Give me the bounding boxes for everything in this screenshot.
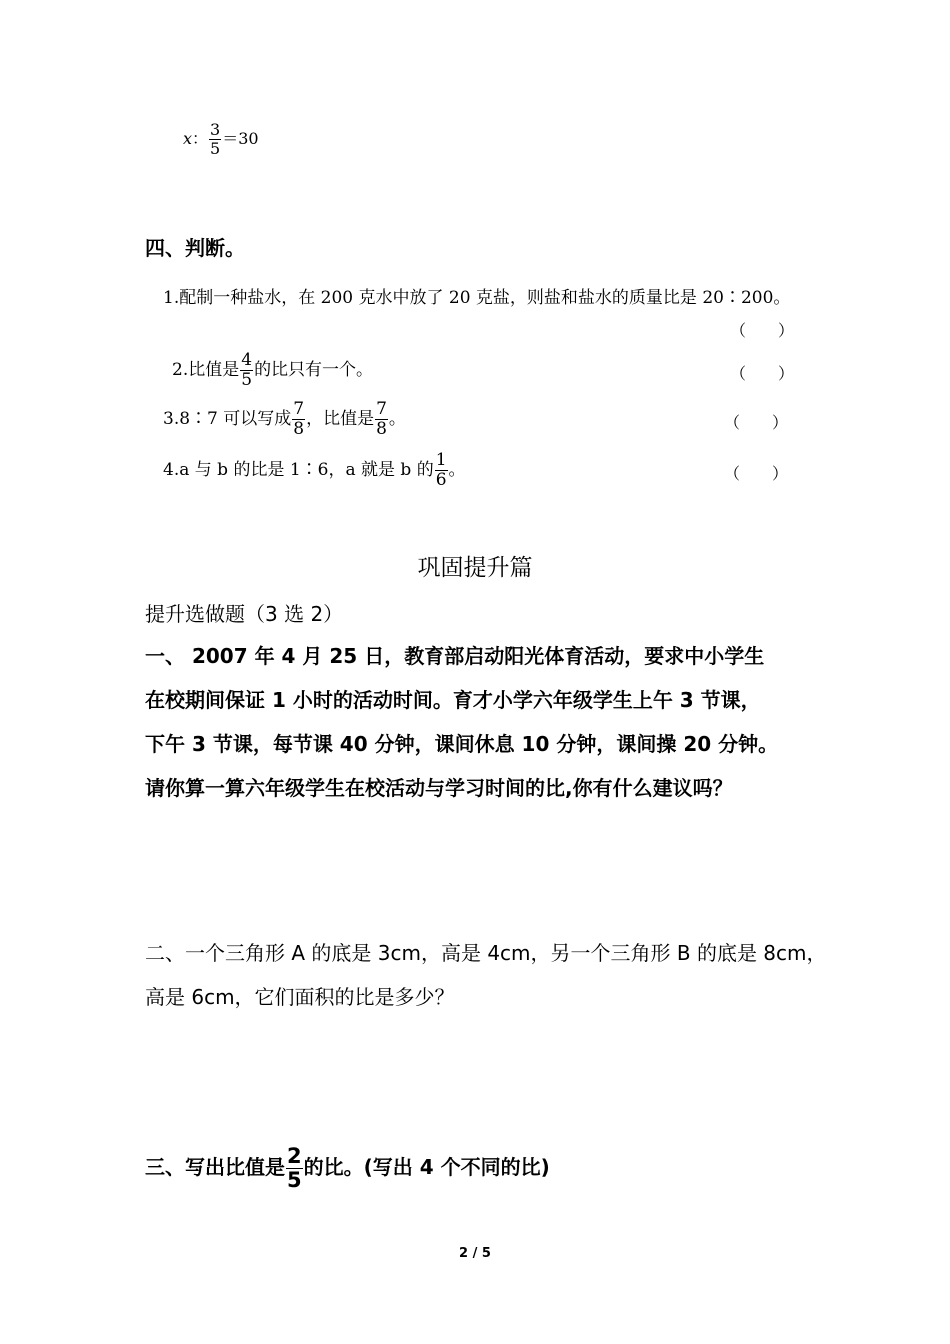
- equation: [183, 122, 259, 157]
- fraction-2-5: $\frac{2}{5}$: [287, 1144, 302, 1192]
- subtitle: 提升选做题（3 选 2）: [145, 602, 344, 626]
- answer-paren-3[interactable]: （ ）: [724, 413, 789, 432]
- judge-item-2: 2.比值是 $\frac{4}{5}$ 的比只有一个。: [172, 350, 374, 390]
- page-title: 巩固提升篇: [417, 555, 533, 581]
- equation-rhs: ＝30: [222, 129, 259, 148]
- problem-1: 一、 2007 年 4 月 25 日，教育部启动阳光体育活动，要求中小学生 在校期间保证 1 小时的活动时间。育才小学六年级学生上午 3 节课， 下午 3 节课，每节课 40 分钟，课间休息 10 分钟，课间操 20 分钟。 请你算一算六年级学生在校活动与学习时间的比,你有什么建议吗？: [145, 644, 779, 800]
- answer-paren-1[interactable]: （ ）: [730, 321, 795, 340]
- answer-paren-2[interactable]: （ ）: [730, 364, 795, 383]
- page-number: 2 / 5: [459, 1246, 491, 1261]
- equation-variable: x: [183, 129, 193, 148]
- judge-item-3: 3.8∶7 可以写成 $\frac{7}{8}$ ，比值是 $\frac{7}{8}$ 。: [163, 399, 406, 439]
- problem-2: 二、一个三角形 A 的底是 3cm，高是 4cm，另一个三角形 B 的底是 8cm， 高是 6cm，它们面积的比是多少？: [145, 941, 827, 1009]
- problem-3: 三、写出比值是 $\frac{2}{5}$ 的比。(写出 4 个不同的比): [145, 1144, 550, 1192]
- judge-item-1: 1.配制一种盐水，在 200 克水中放了 20 克盐，则盐和盐水的质量比是 20∶200。: [163, 288, 791, 308]
- answer-paren-4[interactable]: （ ）: [724, 464, 789, 483]
- equation-colon: ：: [192, 129, 209, 148]
- fraction-7-8-b: $\frac{7}{8}$: [376, 399, 387, 439]
- section4-heading: 四、判断。: [145, 236, 245, 260]
- equation-fraction: $\frac{3}{5}$: [210, 120, 221, 158]
- fraction-7-8-a: $\frac{7}{8}$: [293, 399, 305, 439]
- fraction-4-5: $\frac{4}{5}$: [241, 350, 253, 390]
- fraction-1-6: $\frac{1}{6}$: [435, 450, 447, 490]
- judge-item-4: 4.a 与 b 的比是 1∶6，a 就是 b 的 $\frac{1}{6}$ 。: [163, 450, 466, 490]
